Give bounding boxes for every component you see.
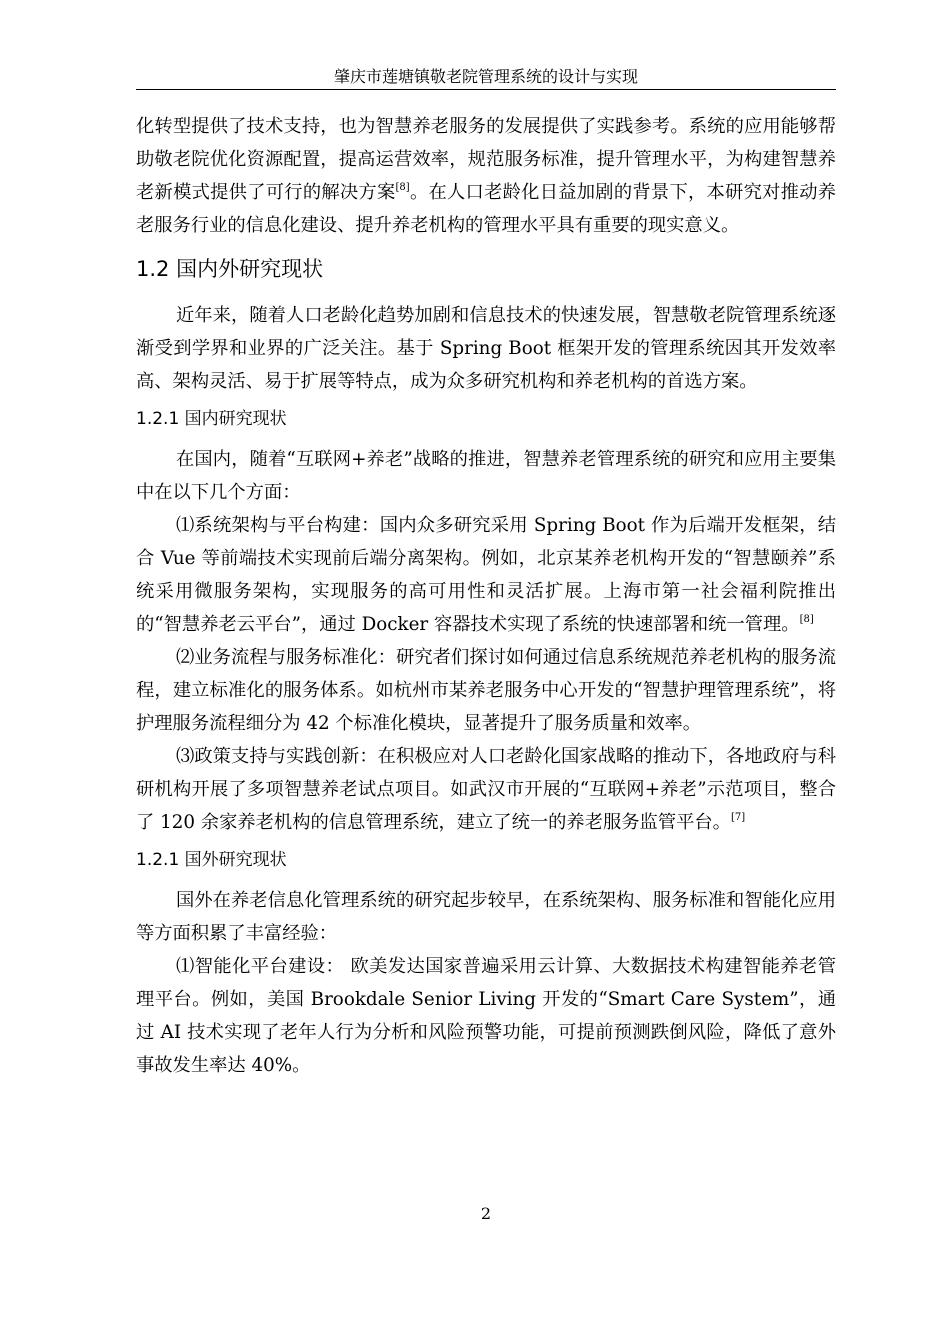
page-number: 2 xyxy=(480,1204,492,1223)
subsection-heading-domestic: 1.2.1 国内研究现状 xyxy=(136,409,287,429)
header-divider xyxy=(136,89,836,90)
paragraph: 近年来，随着人口老龄化趋势加剧和信息技术的快速发展，智慧敬老院管理系统逐渐受到学界和业界的广泛关注。基于 Spring Boot 框架开发的管理系统因其开发效率高、架构灵活、易于扩展等特点，成为众多研究机构和养老机构的首选方案。 xyxy=(136,305,836,392)
paragraph: ⑵业务流程与服务标准化：研究者们探讨如何通过信息系统规范养老机构的服务流程，建立标准化的服务体系。如杭州市某养老服务中心开发的“智慧护理管理系统”，将护理服务流程细分为 42 个标准化模块，显著提升了服务质量和效率。 xyxy=(136,647,836,734)
page-body xyxy=(136,110,836,1082)
paragraph-text: 。在人口老龄化日益加剧的背景下，本研究对推动养老服务行业的信息化建设、提升养老机构的管理水平具有重要的现实意义。 xyxy=(136,182,837,236)
subsection-heading-foreign: 1.2.1 国外研究现状 xyxy=(136,850,287,870)
citation-ref: [8] xyxy=(395,182,410,193)
paragraph-text: ⑴系统架构与平台构建：国内众多研究采用 Spring Boot 作为后端开发框架，结合 Vue 等前端技术实现前后端分离架构。例如，北京某养老机构开发的“智慧颐养”系统采用微服务架构，实现服务的高可用性和灵活扩展。上海市第一社会福利院推出的“智慧养老云平台”，通过 Docker 容器技术实现了系统的快速部署和统一管理。 xyxy=(136,515,836,635)
paragraph xyxy=(136,509,836,641)
citation-ref: [7] xyxy=(730,812,746,823)
citation-ref: [8] xyxy=(799,614,814,625)
paragraph: ⑴智能化平台建设： 欧美发达国家普遍采用云计算、大数据技术构建智能养老管理平台。例如，美国 Brookdale Senior Living 开发的“Smart Care System”，通过 AI 技术实现了老年人行为分析和风险预警功能，可提前预测跌倒风险，降低了意外事故发生率达 40%。 xyxy=(136,956,836,1076)
running-header: 肇庆市莲塘镇敬老院管理系统的设计与实现 xyxy=(333,67,638,86)
paragraph xyxy=(136,740,836,839)
paragraph-continuation xyxy=(136,110,836,242)
paragraph: 在国内，随着“互联网+养老”战略的推进，智慧养老管理系统的研究和应用主要集中在以下几个方面： xyxy=(136,449,836,503)
paragraph: 国外在养老信息化管理系统的研究起步较早，在系统架构、服务标准和智能化应用等方面积累了丰富经验： xyxy=(136,890,836,944)
section-heading-1-2: 1.2 国内外研究现状 xyxy=(136,257,324,281)
paragraph-text: 化转型提供了技术支持，也为智慧养老服务的发展提供了实践参考。系统的应用能够帮助敬老院优化资源配置，提高运营效率，规范服务标准，提升管理水平，为构建智慧养老新模式提供了可行的解决方案 xyxy=(136,116,836,203)
paragraph-text: ⑶政策支持与实践创新：在积极应对人口老龄化国家战略的推动下，各地政府与科研机构开展了多项智慧养老试点项目。如武汉市开展的“互联网+养老”示范项目，整合了 120 余家养老机构的信息管理系统，建立了统一的养老服务监管平台。 xyxy=(136,746,836,833)
